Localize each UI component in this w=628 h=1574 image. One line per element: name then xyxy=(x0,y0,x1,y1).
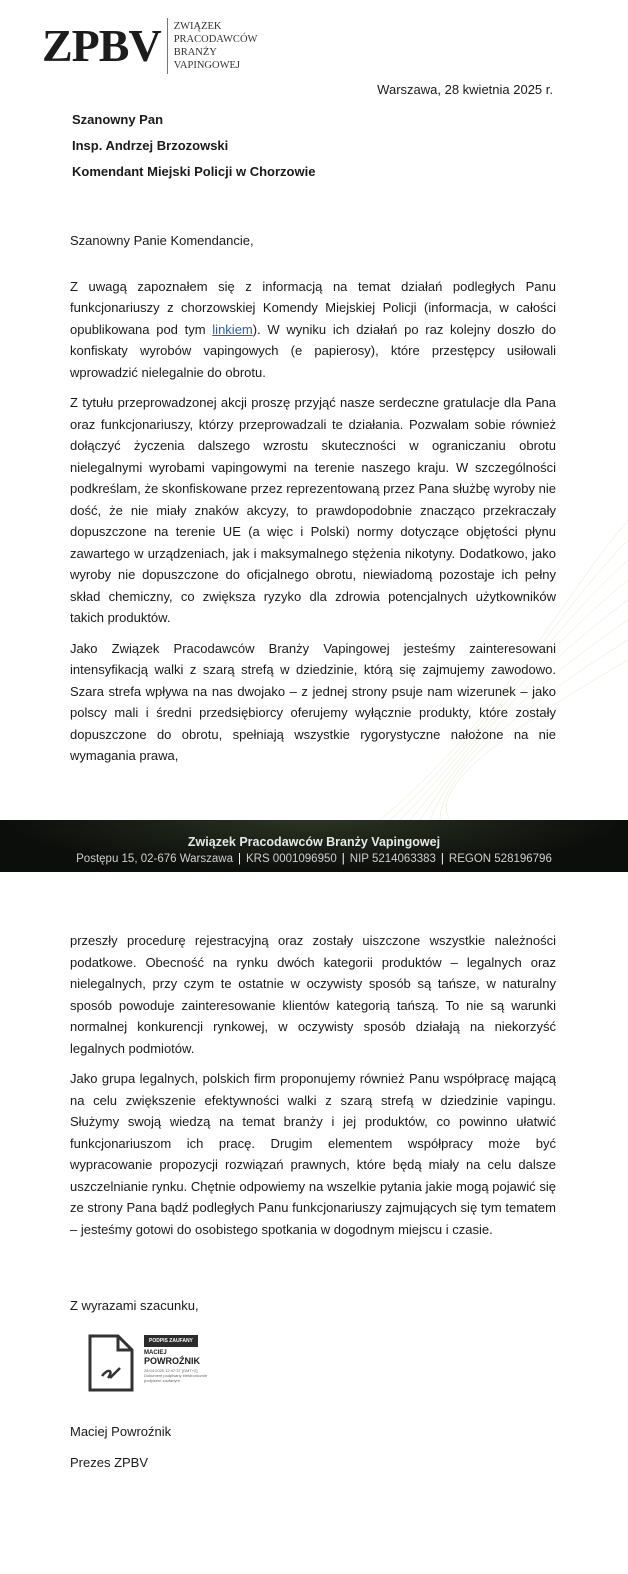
paragraph-3: Jako Związek Pracodawców Branży Vapingowej jesteśmy zainteresowani intensyfikacją walki z szarą strefą w dziedzinie, którą się zajmujemy zawodowo. Szara strefa wpływa na nas dwojako – z jednej strony psuje nam wizerunek – jako polscy mali i średni przedsiębiorcy oferujemy wyłącznie produkty, które zostały dopuszczone do obrotu, spełniają wszystkie rygorystyczne nałożone na nie wymagania prawa, xyxy=(70,640,556,763)
recipient-line: Szanowny Pan xyxy=(72,112,164,127)
letter-body-page1 xyxy=(70,230,556,776)
logo-subtitle xyxy=(174,20,258,72)
letter-body-page2 xyxy=(70,930,556,1249)
paragraph-4: przeszły procedurę rejestracyjną oraz zostały uiszczone wszystkie należności podatkowe. Obecność na rynku dwóch kategorii produktów – legalnych oraz nielegalnych, przy czym te ostatnie w oczywisty sposób są tańsze, w naturalny sposób powoduje zainteresowanie klientów kategorią tańszą. To nie są warunki normalnej konkurencji rynkowej, w oczywisty sposób działają na niekorzyść legalnych podmiotów. xyxy=(70,933,556,1056)
logo-line: PRACODAWCÓW xyxy=(173,34,258,45)
paragraph-5: Jako grupa legalnych, polskich firm proponujemy również Panu współpracę mającą na celu zwiększenie efektywności walki z szarą strefą w dziedzinie vapingu. Służymy swoją wiedzą na temat branży i jej produktów, co powinno ułatwić funkcjonariuszom ich pracę. Drugim elementem współpracy może być wypracowanie propozycji rozwiązań prawnych, które będą miały na celu dalsze uszczelnianie rynku. Chętnie odpowiemy na wszelkie pytania jakie mogą pojawić się ze strony Pana bądź podległych Panu funkcjonariuszy zajmujących się tym tematem – jesteśmy gotowi do osobistego spotkania w dogodnym miejscu i czasie. xyxy=(70,1071,556,1237)
zpbv-logo xyxy=(42,18,257,74)
footer-krs: KRS 0001096950 xyxy=(245,853,337,865)
recipient-line: Insp. Andrzej Brzozowski xyxy=(72,138,229,153)
article-link[interactable]: linkiem xyxy=(212,321,253,337)
logo-line: ZWIĄZEK xyxy=(173,21,222,32)
logo-wordmark: ZPBV xyxy=(42,20,161,71)
greeting: Szanowny Panie Komendancie, xyxy=(70,233,254,248)
logo-line: VAPINGOWEJ xyxy=(173,60,240,71)
signature-note: Dokument podpisany elektronicznie podpisem zaufanym xyxy=(144,1373,208,1383)
footer-nip: NIP 5214063383 xyxy=(349,853,436,865)
letterhead-footer xyxy=(0,820,628,872)
logo-divider xyxy=(167,18,168,74)
footer-details: Postępu 15, 02-676 Warszawa | KRS 0001096950 | NIP 5214063383 | REGON 528196796 xyxy=(76,853,552,865)
footer-address: Postępu 15, 02-676 Warszawa xyxy=(76,853,233,865)
trusted-signature-stamp xyxy=(88,1334,238,1394)
recipient-line: Komendant Miejski Policji w Chorzowie xyxy=(72,164,316,179)
signer-last-name: POWROŹNIK xyxy=(144,1356,200,1366)
signer-name: Maciej Powroźnik xyxy=(70,1424,172,1439)
footer-regon: REGON 528196796 xyxy=(448,853,552,865)
signer-title: Prezes ZPBV xyxy=(70,1455,149,1470)
recipient-block xyxy=(72,107,315,185)
letter-date: Warszawa, 28 kwietnia 2025 r. xyxy=(377,82,553,97)
closing: Z wyrazami szacunku, xyxy=(70,1298,199,1313)
document-signature-icon xyxy=(88,1334,136,1392)
signature-timestamp: 28.04.2025 12:47:37 [GMT+2] xyxy=(144,1368,198,1373)
footer-org-name: Związek Pracodawców Branży Vapingowej xyxy=(187,835,441,849)
signature-badge: PODPIS ZAUFANY xyxy=(144,1335,198,1347)
paragraph-text: Z uwagą zapoznałem się z informacją na temat działań podległych Panu funkcjonariuszy z chorzowskiej Komendy Miejskiej Policji (informacja, w całości opublikowana pod tym xyxy=(70,278,556,337)
logo-line: BRANŻY xyxy=(173,47,217,58)
signature-details xyxy=(144,1368,224,1383)
paragraph-2: Z tytułu przeprowadzonej akcji proszę przyjąć nasze serdeczne gratulacje dla Pana oraz funkcjonariuszy, którzy przeprowadzali te działania. Pozwalam sobie również dołączyć życzenia dalszego wzrostu skuteczności w ograniczaniu obrotu nielegalnymi wyrobami vapingowymi na terenie naszego kraju. W szczególności podkreślam, że skonfiskowane przez reprezentowaną przez Pana służbę wyroby nie dość, że nie miały znaków akcyzy, to prawdopodobnie znacząco przekraczały dopuszczone na terenie UE (a więc i Polski) normy dotyczące objętości płynu zawartego w urządzeniach, jak i maksymalnego stężenia nikotyny. Dodatkowo, jako wyroby nie dopuszczone do oficjalnego obrotu, niewiadomą pozostaje ich pełny skład chemiczny, co zwiększa ryzyko dla zdrowia potencjalnych użytkowników takich produktów. xyxy=(70,395,556,625)
signer-first-name: MACIEJ xyxy=(144,1350,167,1356)
paragraph-text: ). W wyniku ich działań po raz kolejny doszło do konfiskaty wyrobów vapingowych (e papierosy), które przestępcy usiłowali wprowadzić nielegalnie do obrotu. xyxy=(70,321,556,380)
paragraph-1 xyxy=(70,276,556,384)
